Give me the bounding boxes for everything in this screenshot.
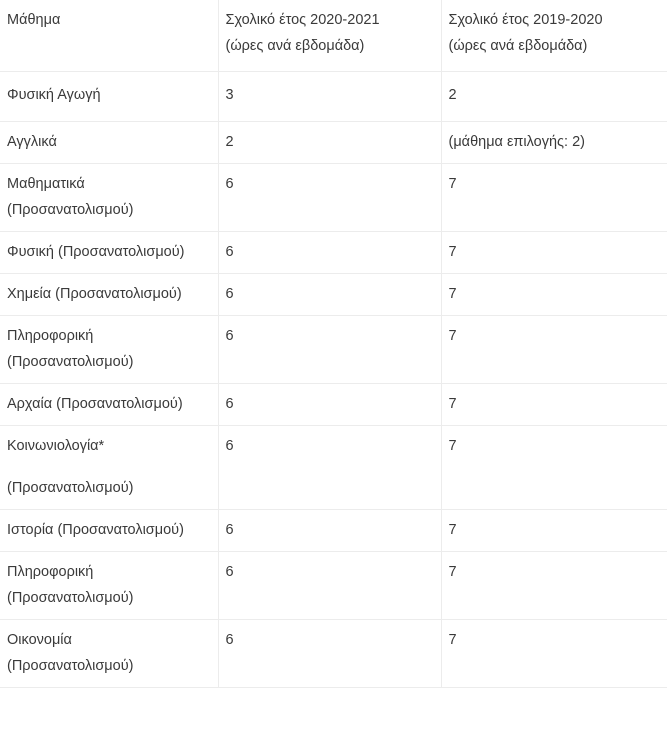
table-row — [0, 384, 667, 426]
table-row — [0, 510, 667, 552]
hours-2019-2020-cell — [441, 384, 667, 426]
hours-2019-2020-value: 7 — [448, 328, 457, 344]
subject-text: Φυσική Αγωγή — [7, 87, 101, 103]
hours-2020-2021-value: 6 — [225, 396, 234, 412]
subject-text: Ιστορία (Προσανατολισμού) — [7, 522, 184, 538]
hours-2019-2020-cell — [441, 274, 667, 316]
subject-cell — [0, 510, 218, 552]
hours-2020-2021-cell — [218, 620, 441, 688]
subject-cell — [0, 72, 218, 122]
subject-text: (Προσανατολισμού) — [7, 590, 134, 606]
subject-text: Πληροφορική — [7, 328, 94, 344]
hours-2019-2020-cell — [441, 122, 667, 164]
hours-2020-2021-cell — [218, 426, 441, 510]
hours-2019-2020-value: 7 — [448, 522, 457, 538]
hours-2020-2021-value: 6 — [225, 438, 234, 454]
hours-2019-2020-cell — [441, 164, 667, 232]
table-row — [0, 122, 667, 164]
subject-text: Μαθηματικά — [7, 176, 85, 192]
subject-spacer — [7, 459, 208, 475]
header-year-2020-2021 — [218, 0, 441, 72]
table-body — [0, 72, 667, 688]
hours-2020-2021-cell — [218, 510, 441, 552]
header-year-2020-2021-title: Σχολικό έτος 2020-2021 — [225, 12, 380, 28]
subject-cell — [0, 122, 218, 164]
hours-2019-2020-cell — [441, 426, 667, 510]
hours-2019-2020-value: 7 — [448, 286, 457, 302]
table-row — [0, 552, 667, 620]
table-row — [0, 426, 667, 510]
table-row — [0, 232, 667, 274]
table-row — [0, 72, 667, 122]
hours-2019-2020-value: 7 — [448, 396, 457, 412]
subject-text: (Προσανατολισμού) — [7, 354, 134, 370]
subject-cell — [0, 274, 218, 316]
table-row — [0, 316, 667, 384]
hours-2020-2021-cell — [218, 72, 441, 122]
header-subject — [0, 0, 218, 72]
subject-cell — [0, 552, 218, 620]
hours-2020-2021-cell — [218, 164, 441, 232]
hours-2019-2020-cell — [441, 620, 667, 688]
subject-text: Οικονομία — [7, 632, 72, 648]
hours-2020-2021-cell — [218, 384, 441, 426]
hours-2020-2021-value: 6 — [225, 176, 234, 192]
subject-text: Αγγλικά — [7, 134, 57, 150]
hours-2020-2021-cell — [218, 232, 441, 274]
table-row — [0, 274, 667, 316]
hours-2020-2021-value: 6 — [225, 564, 234, 580]
subject-text: (Προσανατολισμού) — [7, 658, 134, 674]
hours-2020-2021-cell — [218, 316, 441, 384]
subject-cell — [0, 426, 218, 510]
subject-cell — [0, 232, 218, 274]
subject-cell — [0, 164, 218, 232]
subject-text: Φυσική (Προσανατολισμού) — [7, 244, 185, 260]
hours-2019-2020-cell — [441, 72, 667, 122]
hours-2019-2020-value: 7 — [448, 244, 457, 260]
hours-2020-2021-value: 6 — [225, 328, 234, 344]
subject-text: (Προσανατολισμού) — [7, 480, 134, 496]
subject-text: Αρχαία (Προσανατολισμού) — [7, 396, 183, 412]
hours-2019-2020-value: 7 — [448, 564, 457, 580]
hours-2019-2020-value: 7 — [448, 438, 457, 454]
hours-2019-2020-cell — [441, 316, 667, 384]
hours-2020-2021-value: 6 — [225, 286, 234, 302]
subject-cell — [0, 316, 218, 384]
header-subject-text: Μάθημα — [7, 12, 61, 28]
subject-cell — [0, 384, 218, 426]
header-year-2019-2020 — [441, 0, 667, 72]
header-row — [0, 0, 667, 72]
header-year-2019-2020-unit: (ώρες ανά εβδομάδα) — [448, 38, 588, 54]
subject-text: Χημεία (Προσανατολισμού) — [7, 286, 182, 302]
hours-2020-2021-value: 2 — [225, 134, 234, 150]
subject-cell — [0, 620, 218, 688]
hours-2019-2020-value: 2 — [448, 87, 457, 103]
subject-text: (Προσανατολισμού) — [7, 202, 134, 218]
table-row — [0, 620, 667, 688]
hours-2020-2021-value: 6 — [225, 244, 234, 260]
hours-2020-2021-value: 6 — [225, 522, 234, 538]
header-year-2020-2021-unit: (ώρες ανά εβδομάδα) — [225, 38, 365, 54]
header-year-2019-2020-title: Σχολικό έτος 2019-2020 — [448, 12, 603, 28]
hours-2019-2020-value: 7 — [448, 632, 457, 648]
hours-2019-2020-value: 7 — [448, 176, 457, 192]
hours-2019-2020-cell — [441, 510, 667, 552]
hours-2019-2020-cell — [441, 552, 667, 620]
hours-2020-2021-cell — [218, 122, 441, 164]
subject-text: Πληροφορική — [7, 564, 94, 580]
hours-2020-2021-value: 6 — [225, 632, 234, 648]
subject-text: Κοινωνιολογία* — [7, 438, 105, 454]
hours-2020-2021-cell — [218, 552, 441, 620]
hours-2019-2020-value: (μάθημα επιλογής: 2) — [448, 134, 585, 150]
hours-2019-2020-cell — [441, 232, 667, 274]
table-row — [0, 164, 667, 232]
hours-2020-2021-cell — [218, 274, 441, 316]
hours-2020-2021-value: 3 — [225, 87, 234, 103]
